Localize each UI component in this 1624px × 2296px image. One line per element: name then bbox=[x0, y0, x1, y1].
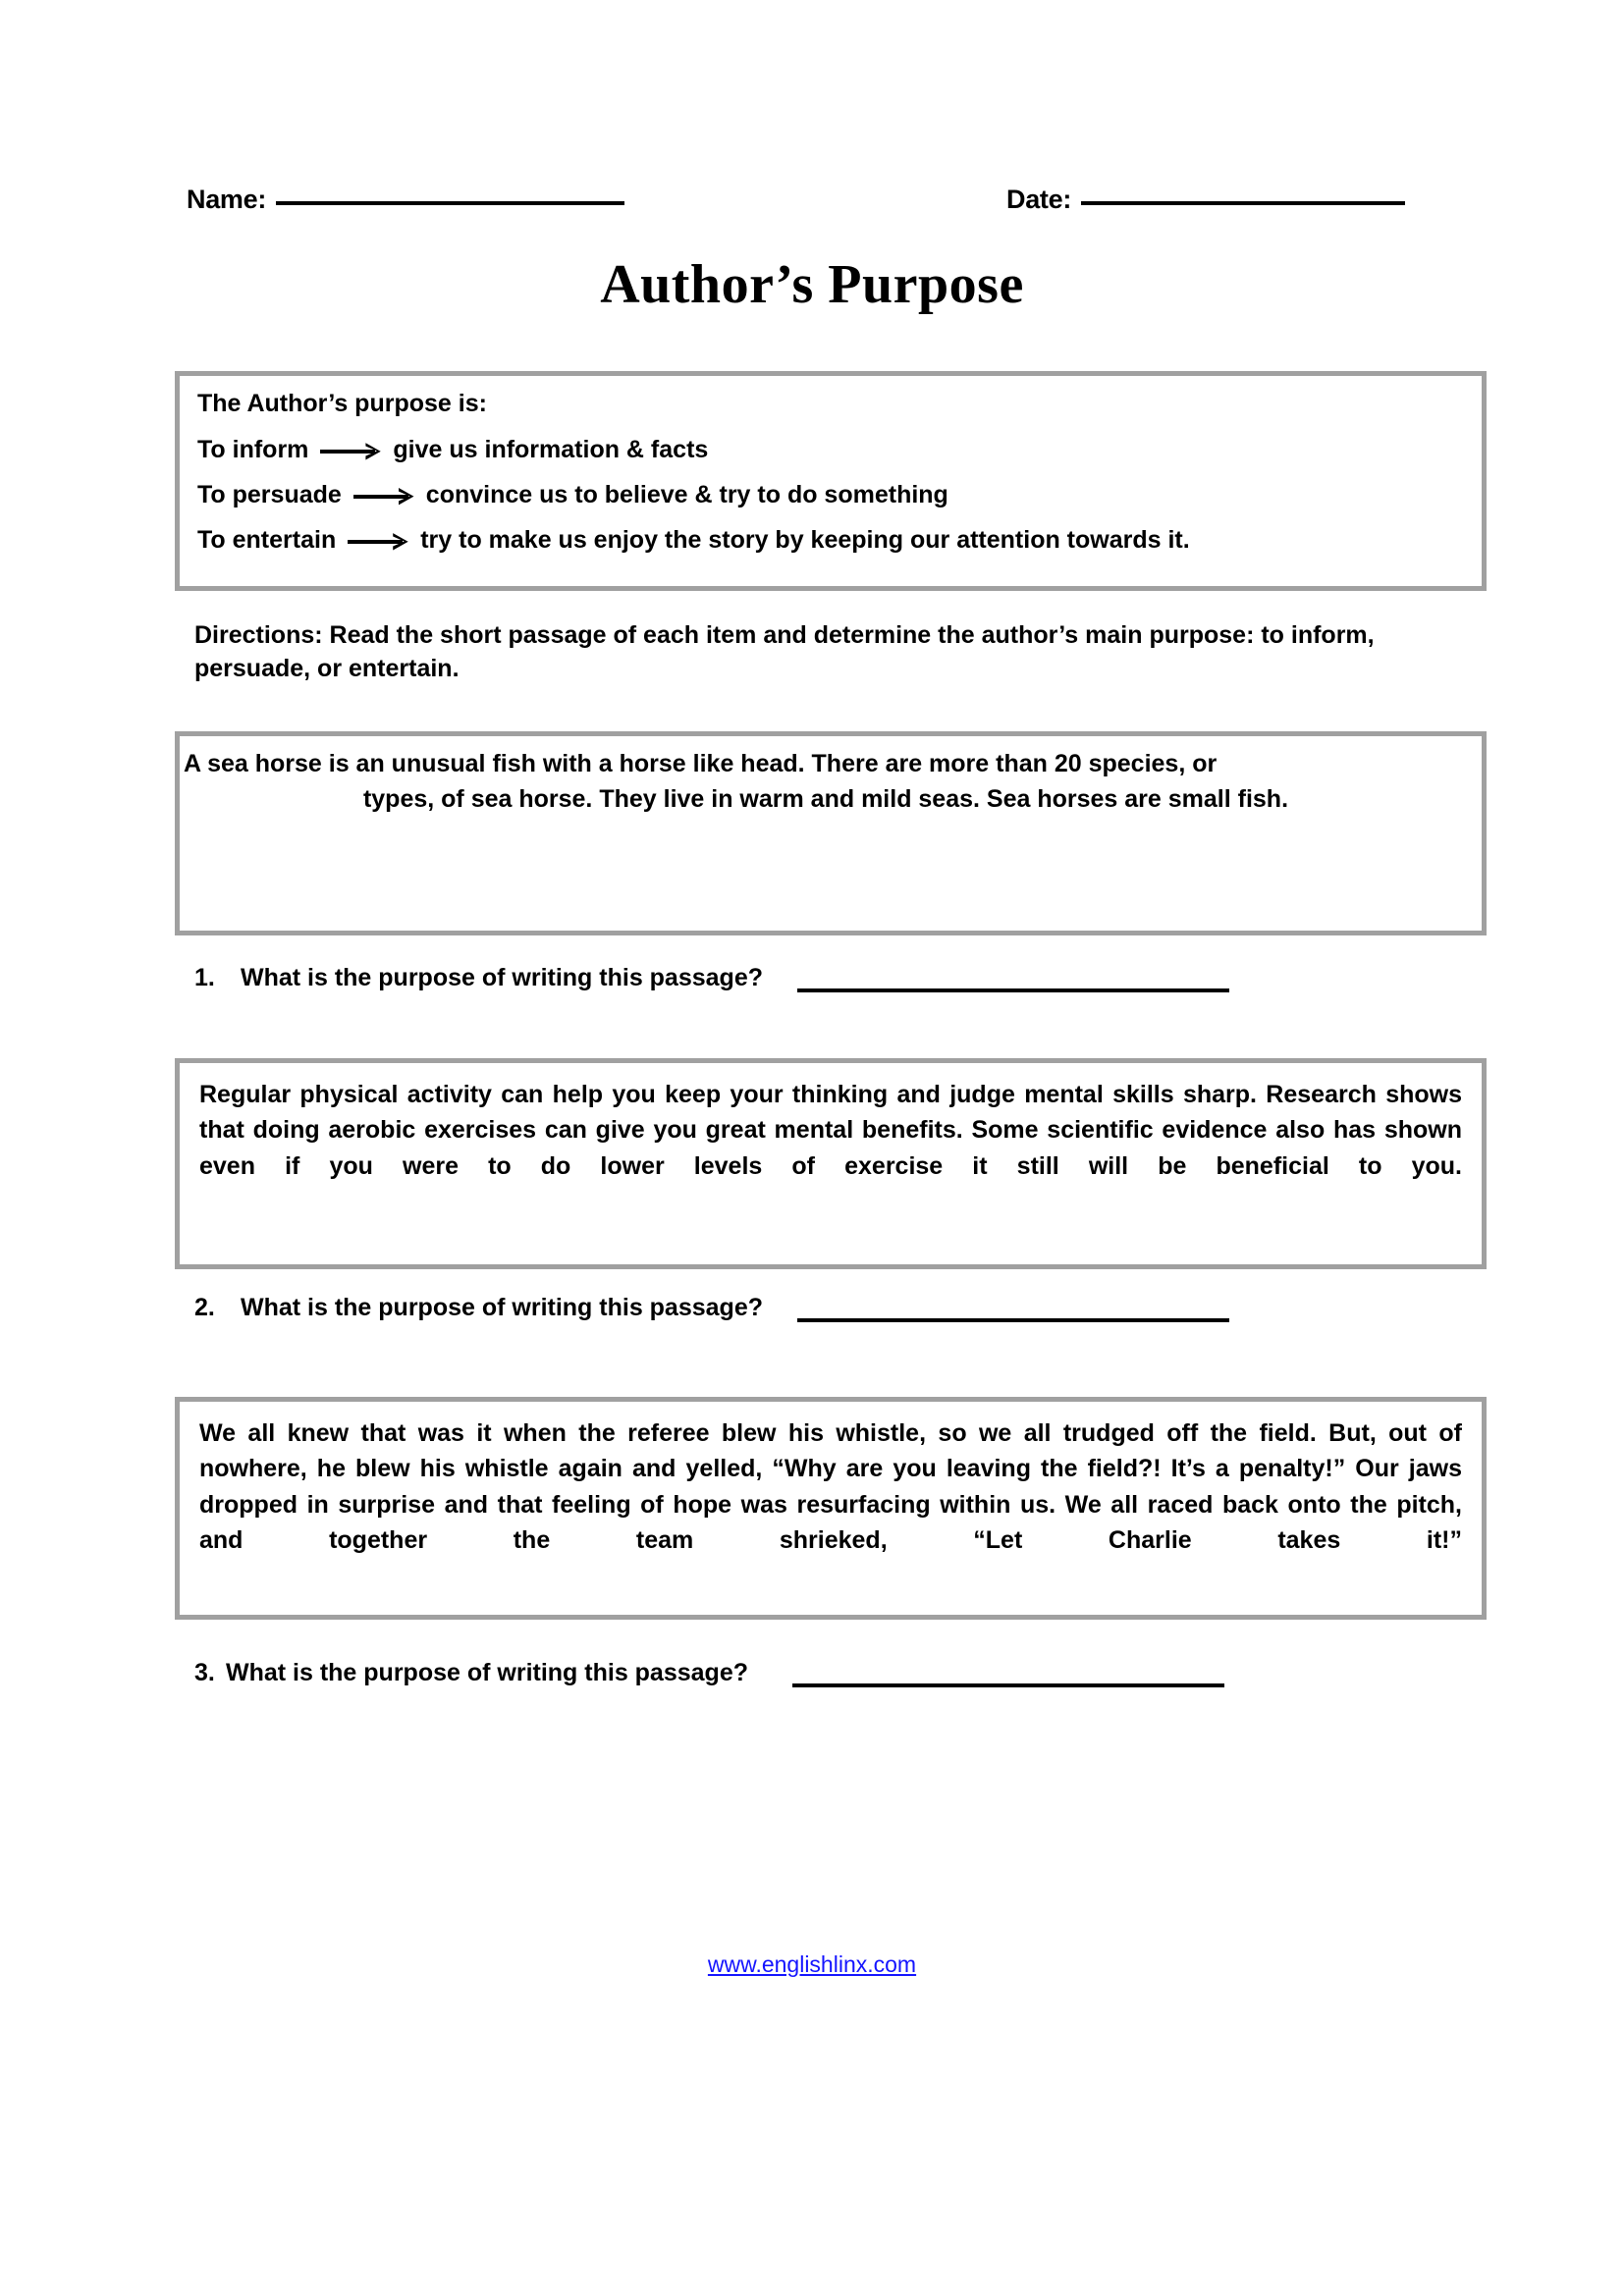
answer-line-2[interactable] bbox=[797, 1318, 1229, 1322]
passage-1-line-1: A sea horse is an unusual fish with a horse like head. There are more than 20 species, or bbox=[184, 750, 1218, 777]
arrow-right-icon bbox=[353, 486, 414, 506]
question-row-1 bbox=[194, 964, 1229, 992]
info-term-persuade: To persuade bbox=[197, 481, 342, 508]
passage-1-line-2: types, of sea horse. They live in warm and mild seas. Sea horses are small fish. bbox=[362, 785, 1289, 814]
directions-text: Directions: Read the short passage of each item and determine the author’s main purpose: to inform, persuade, or entertain. bbox=[194, 621, 1375, 682]
passage-3-text: We all knew that was it when the referee blew his whistle, so we all trudged off the field. But, out of nowhere, he blew his whistle again and yelled, “Why are you leaving the field?! It’s a penalty!” Our jaws dropped in surprise and that feeling of hope was resurfacing within us. We all raced back onto the pitch, and together the team shrieked, “Let Charlie takes it!” bbox=[199, 1419, 1462, 1554]
info-definition-persuade: convince us to believe & try to do something bbox=[425, 481, 948, 508]
arrow-right-icon bbox=[348, 531, 408, 551]
info-row-inform bbox=[197, 436, 1466, 464]
footer bbox=[0, 1951, 1624, 1978]
passage-box-3 bbox=[175, 1397, 1487, 1620]
arrow-right-icon bbox=[320, 441, 381, 460]
question-text-3: What is the purpose of writing this passage? bbox=[226, 1659, 748, 1686]
date-input-line[interactable] bbox=[1081, 201, 1405, 205]
worksheet-header bbox=[187, 185, 1443, 230]
question-text-2: What is the purpose of writing this passage? bbox=[241, 1294, 763, 1321]
date-label: Date: bbox=[1006, 185, 1072, 214]
info-term-inform: To inform bbox=[197, 436, 309, 463]
info-definition-inform: give us information & facts bbox=[393, 436, 709, 463]
question-number-2: 2. bbox=[194, 1294, 215, 1321]
passage-box-1 bbox=[175, 731, 1487, 935]
page-title: Author’s Purpose bbox=[600, 254, 1024, 315]
answer-line-1[interactable] bbox=[797, 988, 1229, 992]
info-definition-entertain: try to make us enjoy the story by keeping our attention towards it. bbox=[420, 526, 1190, 554]
info-box-heading: The Author’s purpose is: bbox=[197, 390, 487, 417]
date-field-group bbox=[1006, 185, 1405, 215]
question-number-3: 3. bbox=[194, 1659, 215, 1686]
question-row-3 bbox=[194, 1659, 1224, 1687]
passage-box-2 bbox=[175, 1058, 1487, 1269]
passage-2-text: Regular physical activity can help you keep your thinking and judge mental skills sharp. Research shows that doing aerobic exercises can give you great mental benefits. Some scientific evidence also has shown even if you were to do lower levels of exercise it still will be beneficial to you. bbox=[199, 1081, 1462, 1180]
info-row-entertain bbox=[197, 526, 1466, 555]
question-text-1: What is the purpose of writing this passage? bbox=[241, 964, 763, 991]
question-row-2 bbox=[194, 1294, 1229, 1322]
name-input-line[interactable] bbox=[276, 201, 624, 205]
name-label: Name: bbox=[187, 185, 267, 214]
info-row-persuade bbox=[197, 481, 1466, 509]
name-field-group bbox=[187, 185, 624, 215]
answer-line-3[interactable] bbox=[792, 1683, 1224, 1687]
authors-purpose-info-box bbox=[175, 371, 1487, 591]
info-term-entertain: To entertain bbox=[197, 526, 337, 554]
question-number-1: 1. bbox=[194, 964, 215, 991]
englishlinx-link[interactable]: www.englishlinx.com bbox=[707, 1951, 917, 1977]
